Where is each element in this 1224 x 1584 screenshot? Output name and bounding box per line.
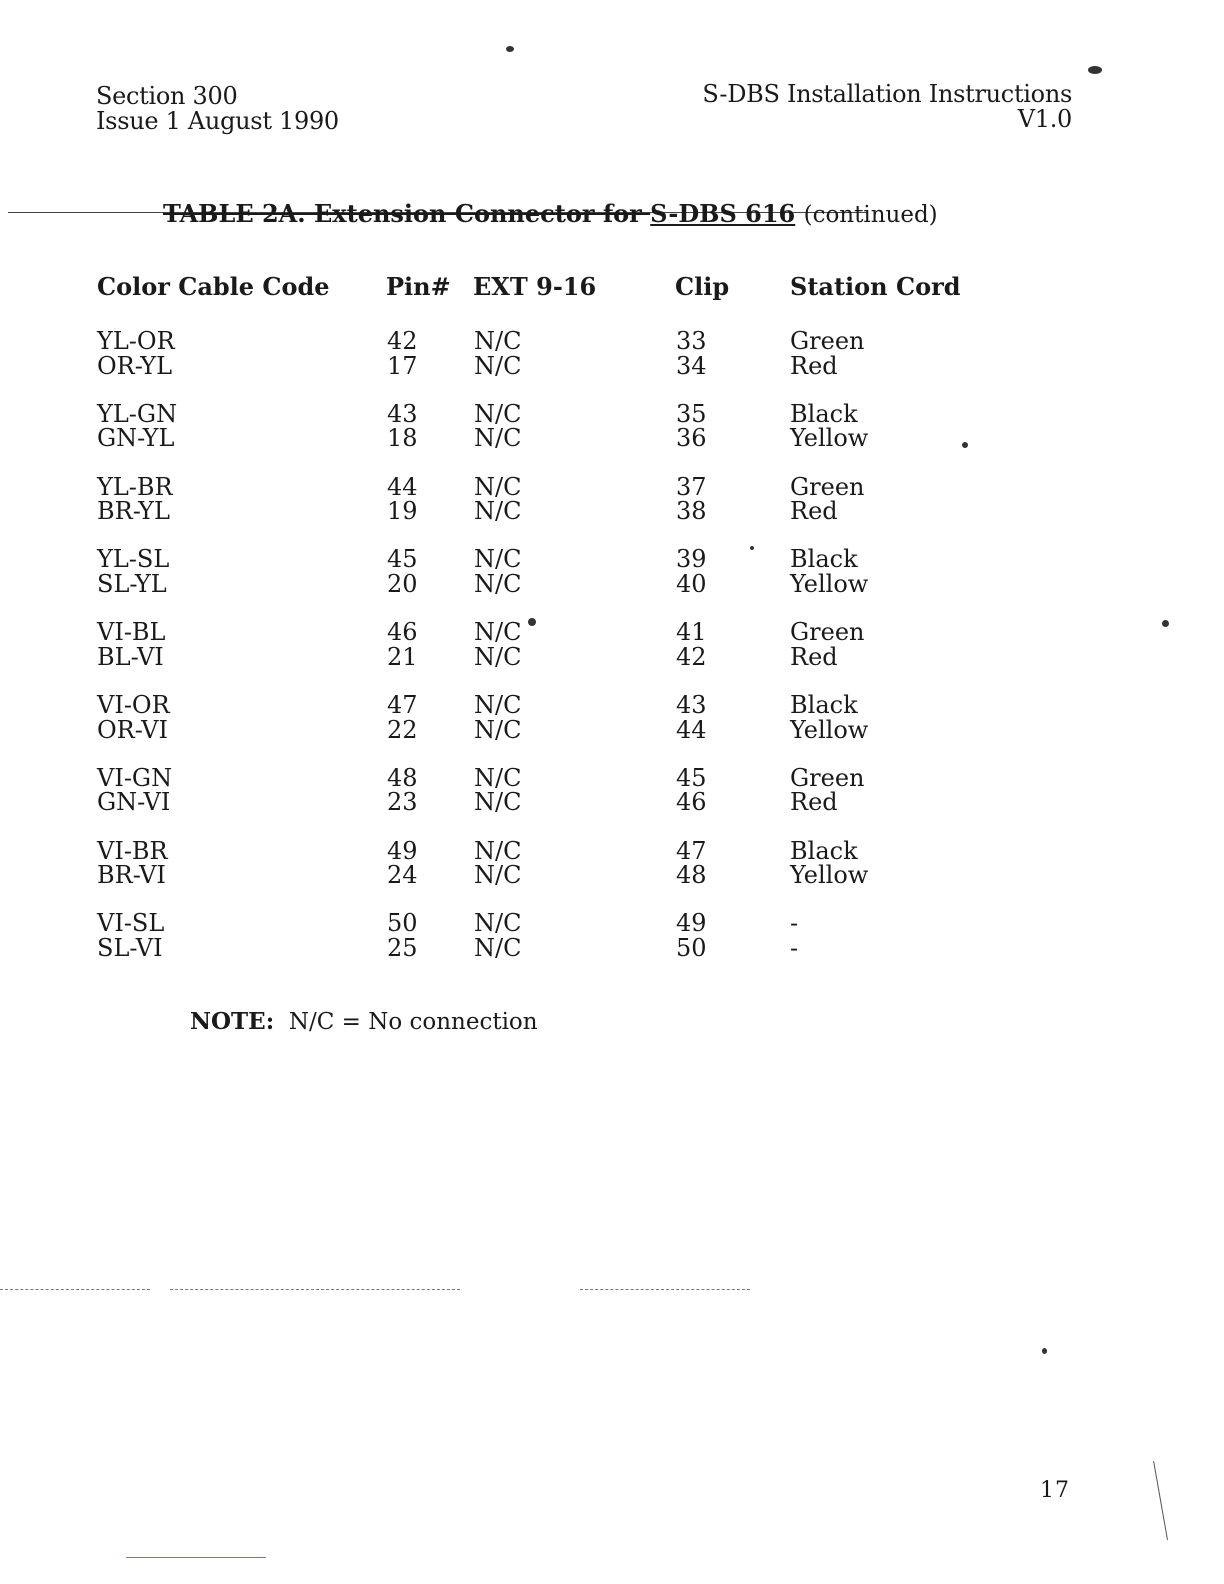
cell-clip: 44 bbox=[676, 715, 707, 744]
cell-pin: 45 bbox=[387, 545, 418, 574]
table-row bbox=[0, 619, 1224, 645]
note-label: NOTE: bbox=[190, 1008, 275, 1035]
cell-pin: 22 bbox=[387, 715, 418, 744]
cell-pin: 43 bbox=[387, 399, 418, 428]
col-header-clip: Clip bbox=[675, 272, 730, 301]
table-title-continued: (continued) bbox=[803, 202, 938, 228]
cell-color: OR-YL bbox=[97, 351, 172, 380]
cell-cord: Red bbox=[790, 642, 838, 671]
cell-pin: 23 bbox=[387, 788, 418, 817]
cell-cord: Yellow bbox=[790, 424, 869, 453]
cell-pin: 25 bbox=[387, 933, 418, 962]
cell-ext: N/C bbox=[474, 715, 522, 744]
cell-color: SL-YL bbox=[97, 569, 167, 598]
cell-color: SL-VI bbox=[97, 933, 163, 962]
table-row bbox=[0, 571, 1224, 597]
cell-cord: Green bbox=[790, 763, 865, 792]
cell-color: YL-OR bbox=[97, 327, 175, 355]
table-row bbox=[0, 862, 1224, 888]
table-row bbox=[0, 546, 1224, 572]
cell-pin: 47 bbox=[387, 691, 418, 719]
cell-color: YL-BR bbox=[97, 472, 173, 501]
table-row bbox=[0, 838, 1224, 864]
cell-color: VI-GN bbox=[97, 763, 173, 792]
cell-color: OR-VI bbox=[97, 715, 168, 744]
cell-color: BL-VI bbox=[97, 642, 164, 671]
cell-pin: 42 bbox=[387, 327, 418, 355]
cell-color: YL-SL bbox=[97, 545, 170, 574]
cell-pin: 19 bbox=[387, 497, 418, 526]
table-row bbox=[0, 692, 1224, 718]
cell-cord: Green bbox=[790, 472, 865, 501]
issue-label: Issue 1 August 1990 bbox=[96, 107, 339, 135]
cell-cord: Black bbox=[790, 836, 858, 865]
cell-pin: 24 bbox=[387, 861, 418, 890]
cell-ext: N/C bbox=[474, 424, 522, 453]
cell-pin: 20 bbox=[387, 569, 418, 598]
note-text: N/C = No connection bbox=[288, 1009, 538, 1035]
cell-ext: N/C bbox=[474, 788, 522, 817]
scan-speck bbox=[962, 442, 968, 448]
table-row bbox=[0, 765, 1224, 791]
cell-cord: Green bbox=[790, 618, 865, 647]
table-title-model: S-DBS 616 bbox=[650, 199, 796, 228]
table-row bbox=[0, 353, 1224, 379]
footer-rule bbox=[126, 1557, 266, 1558]
cell-ext: N/C bbox=[474, 569, 522, 598]
note bbox=[190, 1008, 538, 1035]
cell-clip: 43 bbox=[676, 691, 707, 719]
cell-cord: Red bbox=[790, 351, 838, 380]
cell-clip: 34 bbox=[676, 351, 707, 380]
cell-clip: 36 bbox=[676, 424, 707, 453]
cell-pin: 21 bbox=[387, 642, 418, 671]
scan-dashed-line bbox=[580, 1289, 750, 1291]
cell-pin: 49 bbox=[387, 836, 418, 865]
cell-pin: 50 bbox=[387, 909, 418, 938]
cell-ext: N/C bbox=[474, 933, 522, 962]
cell-pin: 46 bbox=[387, 618, 418, 647]
cell-clip: 35 bbox=[676, 399, 707, 428]
scan-speck bbox=[750, 546, 754, 550]
cell-cord: Green bbox=[790, 327, 865, 355]
cell-clip: 45 bbox=[676, 763, 707, 792]
cell-clip: 49 bbox=[676, 909, 707, 938]
cell-color: BR-VI bbox=[97, 861, 166, 890]
cell-cord: Black bbox=[790, 691, 858, 719]
table-row bbox=[0, 935, 1224, 961]
scan-speck bbox=[528, 618, 536, 626]
header-left bbox=[96, 84, 339, 134]
cell-ext: N/C bbox=[474, 909, 522, 938]
table-row bbox=[0, 328, 1224, 354]
cell-ext: N/C bbox=[474, 497, 522, 526]
cell-pin: 17 bbox=[387, 351, 418, 380]
section-label: Section 300 bbox=[96, 82, 238, 110]
cell-clip: 50 bbox=[676, 933, 707, 962]
cell-ext: N/C bbox=[474, 472, 522, 501]
cell-cord: - bbox=[790, 909, 799, 938]
cell-clip: 48 bbox=[676, 861, 707, 890]
cell-ext: N/C bbox=[474, 836, 522, 865]
cell-ext: N/C bbox=[474, 545, 522, 574]
table-row bbox=[0, 910, 1224, 936]
cell-ext: N/C bbox=[474, 327, 522, 355]
cell-ext: N/C bbox=[474, 691, 522, 719]
cell-ext: N/C bbox=[474, 351, 522, 380]
cell-pin: 48 bbox=[387, 763, 418, 792]
cell-color: VI-BR bbox=[97, 836, 168, 865]
table-title-prefix: TABLE 2A. Extension Connector for bbox=[163, 199, 651, 228]
scan-speck bbox=[1162, 620, 1169, 627]
cell-clip: 37 bbox=[676, 472, 707, 501]
cell-clip: 33 bbox=[676, 327, 707, 355]
scan-edge-mark bbox=[1153, 1460, 1174, 1540]
cell-color: GN-VI bbox=[97, 788, 171, 817]
cell-clip: 47 bbox=[676, 836, 707, 865]
table-row bbox=[0, 425, 1224, 451]
scan-speck bbox=[506, 46, 514, 52]
cell-cord: Yellow bbox=[790, 861, 869, 890]
table-row bbox=[0, 401, 1224, 427]
cell-cord: Red bbox=[790, 497, 838, 526]
scan-dashed-line bbox=[0, 1289, 150, 1291]
cell-ext: N/C bbox=[474, 861, 522, 890]
cell-color: GN-YL bbox=[97, 424, 175, 453]
cell-clip: 46 bbox=[676, 788, 707, 817]
col-header-color: Color Cable Code bbox=[97, 272, 330, 301]
table-row bbox=[0, 498, 1224, 524]
table-row bbox=[0, 789, 1224, 815]
page-number: 17 bbox=[1040, 1478, 1070, 1503]
cell-cord: Red bbox=[790, 788, 838, 817]
scan-speck bbox=[1042, 1348, 1047, 1354]
cell-color: VI-BL bbox=[97, 618, 166, 647]
col-header-cord: Station Cord bbox=[790, 272, 961, 301]
cell-clip: 42 bbox=[676, 642, 707, 671]
cell-cord: Yellow bbox=[790, 569, 869, 598]
cell-color: YL-GN bbox=[97, 399, 178, 428]
cell-cord: Yellow bbox=[790, 715, 869, 744]
cell-ext: N/C bbox=[474, 399, 522, 428]
cell-ext: N/C bbox=[474, 642, 522, 671]
cell-ext: N/C bbox=[474, 763, 522, 792]
cell-color: VI-OR bbox=[97, 691, 170, 719]
cell-pin: 44 bbox=[387, 472, 418, 501]
col-header-pin: Pin# bbox=[386, 272, 451, 301]
cell-clip: 39 bbox=[676, 545, 707, 574]
col-header-ext: EXT 9-16 bbox=[473, 272, 597, 301]
table-row bbox=[0, 644, 1224, 670]
cell-clip: 41 bbox=[676, 618, 707, 647]
scan-dashed-line bbox=[170, 1289, 460, 1291]
cell-color: VI-SL bbox=[97, 909, 165, 938]
scan-speck bbox=[1088, 66, 1102, 74]
cell-cord: Black bbox=[790, 399, 858, 428]
cell-pin: 18 bbox=[387, 424, 418, 453]
header-right bbox=[702, 82, 1072, 132]
cell-clip: 38 bbox=[676, 497, 707, 526]
cell-clip: 40 bbox=[676, 569, 707, 598]
cell-color: BR-YL bbox=[97, 497, 170, 526]
table-row bbox=[0, 474, 1224, 500]
cell-cord: Black bbox=[790, 545, 858, 574]
cell-cord: - bbox=[790, 933, 799, 962]
document-title: S-DBS Installation Instructions bbox=[702, 80, 1072, 108]
version-label: V1.0 bbox=[1017, 105, 1072, 133]
table-row bbox=[0, 717, 1224, 743]
table-title bbox=[163, 200, 938, 229]
cell-ext: N/C bbox=[474, 618, 522, 647]
